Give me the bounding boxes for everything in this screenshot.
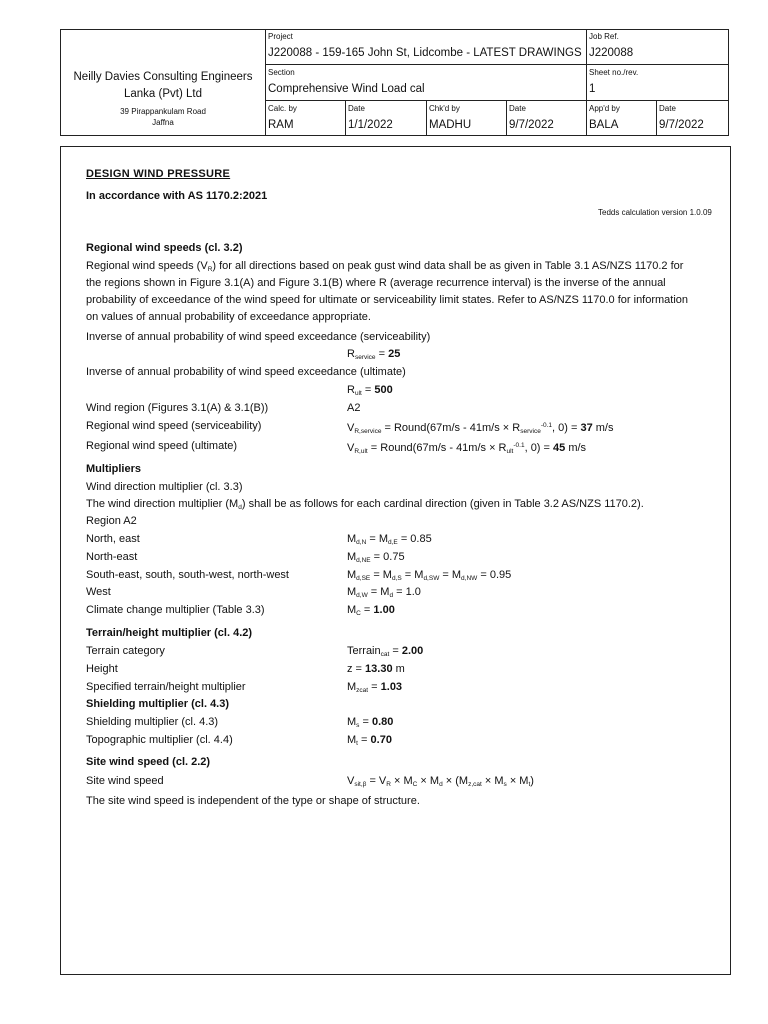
final-line: The site wind speed is independent of the type or shape of structure. [86,795,420,807]
ne-formula [347,532,432,550]
se-label: South-east, south, south-west, north-west [86,569,289,581]
appdby-value: BALA [589,119,619,131]
jobref-value: J220088 [589,47,634,59]
jobref-label: Job Ref. [589,32,619,41]
text-span: × (M [442,775,469,787]
appdby-label: App'd by [589,104,620,113]
date2-label: Date [509,104,526,113]
subscript: R,ult [354,448,368,455]
symbol: M [347,569,357,581]
subscript: service [354,354,376,361]
value: 500 [374,384,393,396]
value: 25 [388,348,401,360]
subscript: z,cat [468,781,482,788]
company-address [61,106,265,128]
sm-label: Shielding multiplier (cl. 4.3) [86,716,219,728]
symbol: R [347,348,355,360]
symbol: M [347,734,357,746]
subscript: C [356,610,361,617]
value: 1.00 [373,604,395,616]
rws-ult-formula [347,439,586,459]
value: = 0.85 [397,533,432,545]
inv-ult-label: Inverse of annual probability of wind speed exceedance (ultimate) [86,366,406,378]
text-span: × M [481,775,504,787]
rws-ult-label: Regional wind speed (ultimate) [86,440,238,452]
divider [265,30,266,135]
section-value: Comprehensive Wind Load cal [268,83,425,95]
symbol: M [347,716,357,728]
west-formula [347,585,421,603]
title-block [60,29,729,136]
calcby-label: Calc. by [268,104,297,113]
value: = 0.95 [477,569,512,581]
heading-multipliers: Multipliers [86,463,142,475]
symbol: M [347,551,357,563]
calcby-value: RAM [268,119,294,131]
text-span: = M [439,569,462,581]
ne-label: North, east [86,533,140,545]
text-span: = V [366,775,387,787]
text-span: = M [366,533,388,545]
subscript: d,S [391,575,402,582]
rws-service-label: Regional wind speed (serviceability) [86,420,262,432]
date3-value: 9/7/2022 [659,119,704,131]
unit: m/s [565,442,587,454]
para1-line4: on values of annual probability of exceedance appropriate. [86,311,371,323]
unit: m/s [592,422,614,434]
subscript: s [356,722,360,729]
wdm-para [86,497,644,515]
subscript: d [238,504,242,511]
subscript: s [503,781,507,788]
tedds-version: Tedds calculation version 1.0.09 [598,208,712,217]
text-span: × M [390,775,413,787]
thm-formula [347,680,402,698]
superscript: -0.1 [540,422,553,429]
accordance-line: In accordance with AS 1170.2:2021 [86,190,268,202]
subscript: d,NE [356,557,371,564]
subscript: sit,β [354,781,367,788]
section-label: Section [268,68,295,77]
text-span: The wind direction multiplier (M [86,498,239,510]
text-span: = M [367,586,390,598]
para1-line2: the regions shown in Figure 3.1(A) and Figure 3.1(B) where R (average recurrence interval) is the inverse of the annual [86,277,666,289]
nee-formula [347,550,405,568]
heading-terrain: Terrain/height multiplier (cl. 4.2) [86,627,253,639]
sheet-value: 1 [589,83,596,95]
text-span: = [357,734,371,746]
symbol: V [347,775,355,787]
symbol: M [347,533,357,545]
heading-regional: Regional wind speeds (cl. 3.2) [86,242,243,254]
para1-line3: probability of exceedance of the wind speed for ultimate or serviceability limit states. Refer to AS/NZS 1170.0 for information [86,294,689,306]
value: 1.03 [380,681,403,693]
divider [506,100,507,135]
symbol: M [347,586,357,598]
tc-formula [347,644,423,662]
tc-label: Terrain category [86,645,165,657]
company-line-1: Neilly Davies Consulting Engineers [73,71,253,83]
subscript: d [439,781,443,788]
inv-service-label: Inverse of annual probability of wind speed exceedance (serviceability) [86,331,431,343]
subscript: ult [354,390,362,397]
symbol: M [347,604,357,616]
heading-site: Site wind speed (cl. 2.2) [86,756,211,768]
para1-line1 [86,259,683,277]
value: 13.30 [365,663,393,675]
subscript: t [356,740,358,747]
text-span: ) [530,775,534,787]
cc-formula [347,603,395,621]
text-span: = Round(67m/s - 41m/s × R [381,422,521,434]
topo-label: Topographic multiplier (cl. 4.4) [86,734,233,746]
value: 37 [580,422,593,434]
address-line-2: Jaffna [152,118,174,127]
thm-label: Specified terrain/height multiplier [86,681,246,693]
subscript: R [386,781,391,788]
cc-label: Climate change multiplier (Table 3.3) [86,604,265,616]
value: 0.80 [371,716,394,728]
symbol: V [347,422,355,434]
divider [265,100,728,101]
subscript: cat [380,651,390,658]
divider [586,30,587,135]
text-span: = M [401,569,424,581]
symbol: V [347,442,355,454]
sheet-label: Sheet no./rev. [589,68,639,77]
sws-label: Site wind speed [86,775,164,787]
value: 0.70 [370,734,392,746]
symbol: Terrain [347,645,381,657]
subscript: C [412,781,418,788]
text-span: = [360,604,374,616]
text-span: = [389,645,402,657]
superscript: -0.1 [513,442,525,449]
wdm-label: Wind direction multiplier (cl. 3.3) [86,481,243,493]
text-span: , 0) = [524,442,554,454]
symbol: M [347,681,357,693]
heading-shielding: Shielding multiplier (cl. 4.3) [86,698,230,710]
subscript: zcat [356,687,369,694]
text-span: ) for all directions based on peak gust wind data shall be as given in Table 3.1 AS/NZS 1170.2 for [212,260,684,272]
date2-value: 9/7/2022 [509,119,554,131]
subscript: d,NW [461,575,478,582]
r-ult-formula [347,383,393,401]
se-formula [347,568,511,586]
text-span: = Round(67m/s - 41m/s × R [367,442,507,454]
project-value: J220088 - 159-165 John St, Lidcombe - LATEST DRAWINGS [268,47,582,59]
date1-value: 1/1/2022 [348,119,393,131]
topo-formula [347,733,392,751]
wind-region-label: Wind region (Figures 3.1(A) & 3.1(B)) [86,402,269,414]
nee-label: North-east [86,551,138,563]
value: 2.00 [401,645,424,657]
chkdby-label: Chk'd by [429,104,460,113]
r-service-formula [347,347,400,365]
west-label: West [86,586,111,598]
height-formula [347,662,405,676]
subscript: service [520,428,541,435]
symbol: R [347,384,355,396]
subscript: d,N [356,539,367,546]
divider [345,100,346,135]
subscript: R,service [354,428,382,435]
sm-formula [347,715,393,733]
wind-region-value: A2 [347,402,361,414]
subscript: d,W [356,592,368,599]
subscript: R [207,266,213,273]
company-name [61,69,265,103]
rws-service-formula [347,419,613,439]
chkdby-value: MADHU [429,119,472,131]
symbol: z = [347,663,366,675]
divider [265,64,728,65]
text-span: × M [506,775,529,787]
project-label: Project [268,32,293,41]
company-line-2: Lanka (Pvt) Ltd [124,88,202,100]
subscript: ult [506,448,514,455]
text-span: ) shall be as follows for each cardinal direction (given in Table 3.2 AS/NZS 1170.2). [241,498,644,510]
text-span: = [368,681,381,693]
text-span: Regional wind speeds (V [86,260,208,272]
sws-formula [347,774,534,792]
text-span: = M [370,569,392,581]
text-span: = [359,716,372,728]
subscript: d,E [388,539,398,546]
text-span: = [361,384,375,396]
text-span: , 0) = [552,422,581,434]
subscript: d,SW [423,575,440,582]
doc-title: DESIGN WIND PRESSURE [86,168,231,180]
date1-label: Date [348,104,365,113]
text-span: × M [417,775,440,787]
divider [656,100,657,135]
address-line-1: 39 Pirappankulam Road [120,107,206,116]
unit: m [392,663,405,675]
value: 45 [553,442,566,454]
subscript: d [389,592,394,599]
subscript: t [528,781,531,788]
subscript: d,SE [356,575,371,582]
text-span: = [375,348,389,360]
value: = 1.0 [393,586,421,598]
date3-label: Date [659,104,676,113]
value: = 0.75 [370,551,405,563]
height-label: Height [86,663,118,675]
divider [426,100,427,135]
region-line: Region A2 [86,515,137,527]
